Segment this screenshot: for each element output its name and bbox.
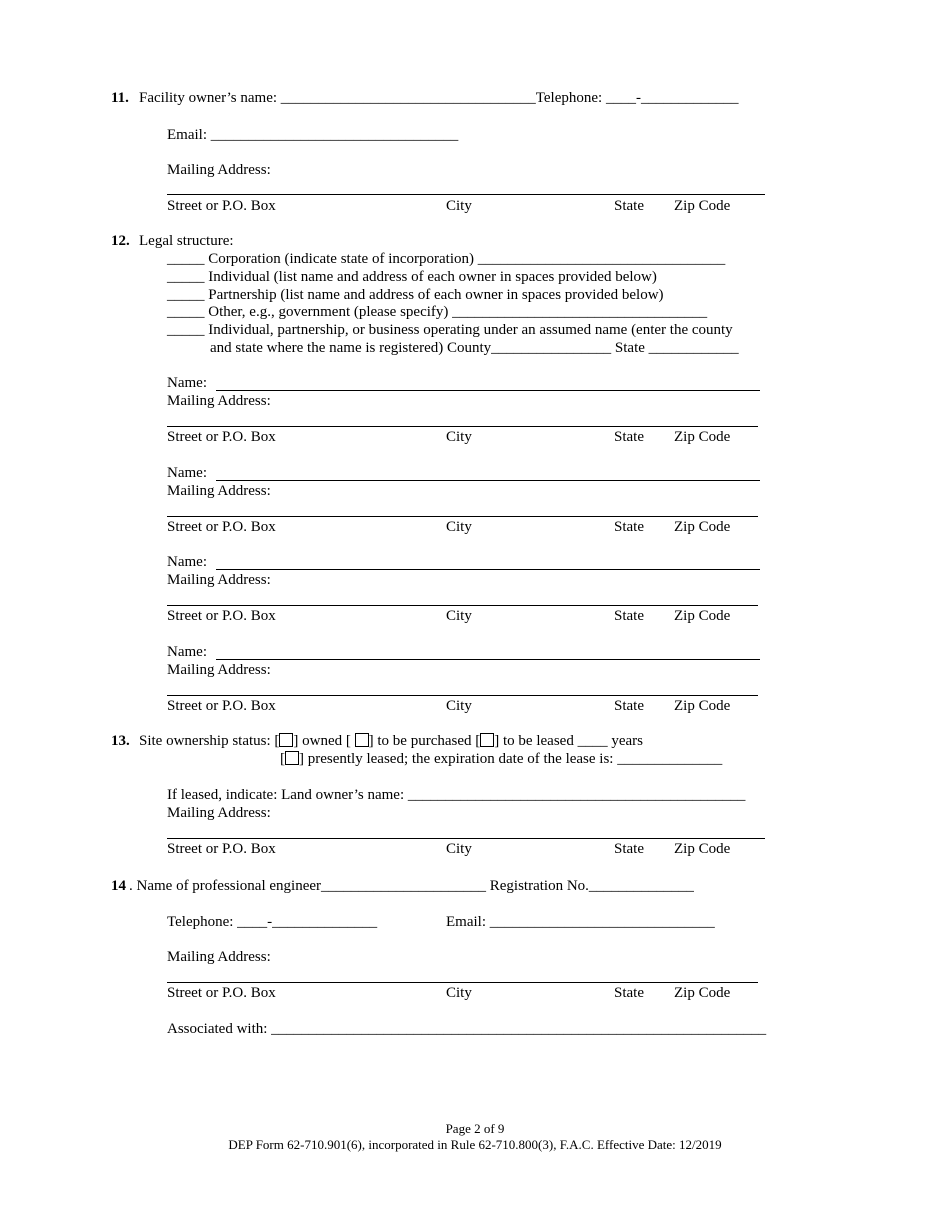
owner-2-address-line[interactable] bbox=[167, 516, 758, 517]
city-label: City bbox=[446, 985, 472, 1001]
zip-label: Zip Code bbox=[674, 608, 731, 624]
partnership-option[interactable]: _____ Partnership (list name and address of each owner in spaces provided below) bbox=[167, 287, 664, 303]
state-label: State bbox=[614, 698, 644, 714]
facility-owner-name-field[interactable]: Facility owner’s name: __________________________________Telephone: ____-_____________ bbox=[139, 90, 739, 106]
street-label: Street or P.O. Box bbox=[167, 985, 276, 1001]
engineer-name-field[interactable]: . Name of professional engineer______________________ Registration No.______________ bbox=[129, 878, 694, 894]
owner-3-name-line[interactable] bbox=[216, 569, 760, 570]
owner-4-address-line[interactable] bbox=[167, 695, 758, 696]
section-14-number: 14 bbox=[111, 878, 126, 894]
street-label: Street or P.O. Box bbox=[167, 608, 276, 624]
form-citation: DEP Form 62-710.901(6), incorporated in Rule 62-710.800(3), F.A.C. Effective Date: 12/2019 bbox=[228, 1137, 722, 1152]
owner-email-field[interactable]: Email: _________________________________ bbox=[167, 127, 459, 143]
state-label: State bbox=[614, 985, 644, 1001]
engineer-telephone-field[interactable]: Telephone: ____-______________ bbox=[167, 914, 378, 930]
owner-2-name-label: Name: bbox=[167, 465, 207, 481]
land-owner-address-line[interactable] bbox=[167, 838, 765, 839]
owned-label: ] owned [ bbox=[293, 733, 351, 749]
zip-label: Zip Code bbox=[674, 698, 731, 714]
city-label: City bbox=[446, 198, 472, 214]
presently-leased-label: ] presently leased; the expiration date of the lease is: ______________ bbox=[299, 751, 723, 767]
to-be-purchased-label: ] to be purchased [ bbox=[368, 733, 481, 749]
owner-4-name-label: Name: bbox=[167, 644, 207, 660]
state-label: State bbox=[614, 198, 644, 214]
bracket-open: [ bbox=[280, 751, 285, 767]
zip-label: Zip Code bbox=[674, 198, 731, 214]
presently-leased-checkbox[interactable] bbox=[285, 751, 299, 765]
owned-checkbox[interactable] bbox=[279, 733, 293, 747]
city-label: City bbox=[446, 841, 472, 857]
corporation-option[interactable]: _____ Corporation (indicate state of incorporation) _________________________________ bbox=[167, 251, 726, 267]
owner-4-mailing-label: Mailing Address: bbox=[167, 662, 271, 678]
state-label: State bbox=[614, 429, 644, 445]
city-label: City bbox=[446, 519, 472, 535]
city-label: City bbox=[446, 608, 472, 624]
street-label: Street or P.O. Box bbox=[167, 198, 276, 214]
owner-mailing-label: Mailing Address: bbox=[167, 162, 271, 178]
owner-1-name-line[interactable] bbox=[216, 390, 760, 391]
owner-1-name-label: Name: bbox=[167, 375, 207, 391]
owner-4-name-line[interactable] bbox=[216, 659, 760, 660]
to-be-leased-checkbox[interactable] bbox=[480, 733, 494, 747]
zip-label: Zip Code bbox=[674, 519, 731, 535]
legal-structure-label: Legal structure: bbox=[139, 233, 234, 249]
associated-with-field[interactable]: Associated with: __________________________________________________________________ bbox=[167, 1021, 767, 1037]
engineer-mailing-label: Mailing Address: bbox=[167, 949, 271, 965]
assumed-name-county-state[interactable]: and state where the name is registered) County________________ State ____________ bbox=[210, 340, 739, 356]
site-ownership-label: Site ownership status: [ bbox=[139, 733, 280, 749]
site-ownership-line bbox=[139, 733, 643, 750]
owner-1-address-line[interactable] bbox=[167, 426, 758, 427]
land-owner-name-field[interactable]: If leased, indicate: Land owner’s name: _____________________________________________ bbox=[167, 787, 746, 803]
zip-label: Zip Code bbox=[674, 841, 731, 857]
owner-1-mailing-label: Mailing Address: bbox=[167, 393, 271, 409]
page-number: Page 2 of 9 bbox=[445, 1121, 505, 1136]
section-12-number: 12. bbox=[111, 233, 130, 249]
state-label: State bbox=[614, 608, 644, 624]
street-label: Street or P.O. Box bbox=[167, 841, 276, 857]
to-be-leased-label: ] to be leased ____ years bbox=[494, 733, 643, 749]
zip-label: Zip Code bbox=[674, 985, 731, 1001]
owner-2-mailing-label: Mailing Address: bbox=[167, 483, 271, 499]
land-owner-mailing-label: Mailing Address: bbox=[167, 805, 271, 821]
assumed-name-option[interactable]: _____ Individual, partnership, or business operating under an assumed name (enter the county bbox=[167, 322, 733, 338]
owner-3-mailing-label: Mailing Address: bbox=[167, 572, 271, 588]
zip-label: Zip Code bbox=[674, 429, 731, 445]
section-11-number: 11. bbox=[111, 90, 129, 106]
city-label: City bbox=[446, 698, 472, 714]
to-be-purchased-checkbox[interactable] bbox=[355, 733, 369, 747]
owner-address-line[interactable] bbox=[167, 194, 765, 195]
engineer-email-field[interactable]: Email: ______________________________ bbox=[446, 914, 715, 930]
other-option[interactable]: _____ Other, e.g., government (please specify) __________________________________ bbox=[167, 304, 708, 320]
owner-3-name-label: Name: bbox=[167, 554, 207, 570]
section-13-number: 13. bbox=[111, 733, 130, 749]
individual-option[interactable]: _____ Individual (list name and address of each owner in spaces provided below) bbox=[167, 269, 657, 285]
street-label: Street or P.O. Box bbox=[167, 698, 276, 714]
state-label: State bbox=[614, 519, 644, 535]
street-label: Street or P.O. Box bbox=[167, 429, 276, 445]
presently-leased-line bbox=[280, 751, 722, 768]
engineer-address-line[interactable] bbox=[167, 982, 758, 983]
owner-2-name-line[interactable] bbox=[216, 480, 760, 481]
owner-3-address-line[interactable] bbox=[167, 605, 758, 606]
state-label: State bbox=[614, 841, 644, 857]
street-label: Street or P.O. Box bbox=[167, 519, 276, 535]
city-label: City bbox=[446, 429, 472, 445]
